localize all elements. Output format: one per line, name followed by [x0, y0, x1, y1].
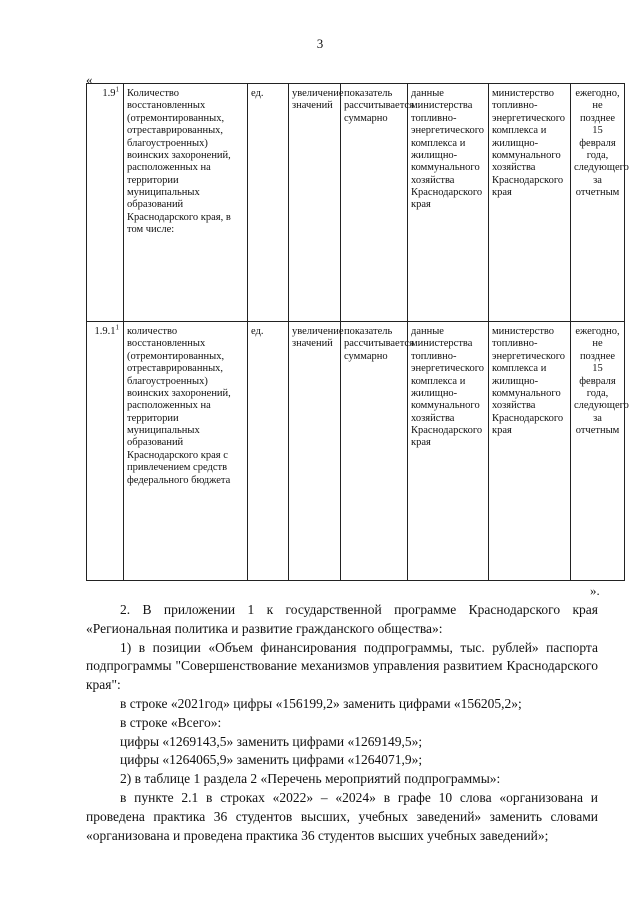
- row-number-cell: $1.9^1$: [87, 84, 124, 322]
- page-number: 3: [316, 36, 324, 51]
- data-source-cell: данные министерства топливно-энергетического комплекса и жилищно-коммунального хозяйства Краснодарского края: [408, 84, 489, 322]
- table-row: [87, 322, 625, 581]
- paragraph: в пункте 2.1 в строках «2022» – «2024» в графе 10 слова «организована и проведена практика 36 студентов высших, учебных заведений» заменить словами «организована и проведена практика 36 студентов высших учебных заведений»;: [86, 789, 598, 843]
- indicators-table: [86, 83, 629, 581]
- paragraph: цифры «1269143,5» заменить цифрами «1269149,5»;: [120, 733, 423, 749]
- paragraph: в строке «2021год» цифры «156199,2» заменить цифрами «156205,2»;: [120, 695, 522, 711]
- calculation-cell: показатель рассчитывается суммарно: [341, 84, 408, 322]
- period-cell: ежегодно, не позднее 15 февраля года, следующего за отчетным: [571, 84, 625, 322]
- paragraph: цифры «1264065,9» заменить цифрами «1264071,9»;: [120, 752, 423, 768]
- paragraph: 1) в позиции «Объем финансирования подпрограммы, тыс. рублей» паспорта подпрограммы "Совершенствование механизмов управления развитием Краснодарского края":: [86, 639, 598, 693]
- paragraph: 2) в таблице 1 раздела 2 «Перечень мероприятий подпрограммы»:: [120, 771, 501, 787]
- paragraph: 2. В приложении 1 к государственной программе Краснодарского края «Региональная политика и развитие гражданского общества»:: [86, 602, 598, 636]
- unit-cell: ед.: [248, 322, 289, 581]
- row-number-cell: 1.9.1$^1$: [87, 322, 124, 581]
- responsible-cell: министерство топливно-энергетического комплекса и жилищно-коммунального хозяйства Краснодарского края: [489, 322, 571, 581]
- indicator-name-cell: количество восстановленных (отремонтированных, отреставрированных, благоустроенных) воинских захоронений, расположенных на территории муниципальных образований Краснодарского края с привлечением средств федерального бюджета: [124, 322, 248, 581]
- calculation-cell: показатель рассчитывается суммарно: [341, 322, 408, 581]
- period-cell: ежегодно, не позднее 15 февраля года, следующего за отчетным: [571, 322, 625, 581]
- table-row: [87, 84, 625, 322]
- closing-quote: ».: [590, 583, 600, 598]
- trend-cell: увеличение значений: [289, 322, 341, 581]
- amendment-text: [86, 601, 598, 845]
- data-source-cell: данные министерства топливно-энергетического комплекса и жилищно-коммунального хозяйства Краснодарского края: [408, 322, 489, 581]
- paragraph: в строке «Всего»:: [120, 714, 222, 730]
- indicator-name-cell: Количество восстановленных (отремонтированных, отреставрированных, благоустроенных) воинских захоронений, расположенных на территории муниципальных образований Краснодарского края, в том числе:: [124, 84, 248, 322]
- opening-quote: «: [86, 72, 93, 87]
- unit-cell: ед.: [248, 84, 289, 322]
- trend-cell: увеличение значений: [289, 84, 341, 322]
- responsible-cell: министерство топливно-энергетического комплекса и жилищно-коммунального хозяйства Краснодарского края: [489, 84, 571, 322]
